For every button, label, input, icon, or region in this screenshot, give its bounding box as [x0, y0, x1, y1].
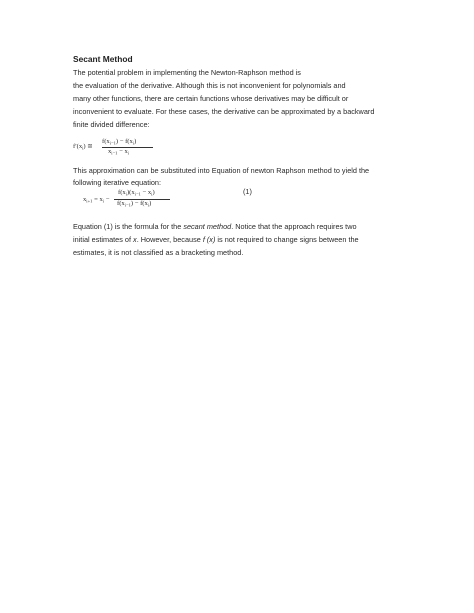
equation-lhs: $f'(x_i)$ ≅: [73, 143, 93, 151]
paragraph-line: finite divided difference:: [73, 120, 150, 129]
paragraph-line: Equation (1) is the formula for the secant method. Notice that the approach requires two: [73, 222, 357, 231]
equation-denominator: $x_{i-1} - x_i$: [108, 148, 130, 156]
equation-denominator: $f(x_{i-1}) - f(x_i)$: [117, 200, 152, 208]
equation-numerator: $f(x_{i-1}) - f(x_i)$: [102, 138, 137, 146]
equation-lhs: $x_{i+1} = x_i$ −: [83, 196, 110, 204]
section-heading: Secant Method: [73, 54, 133, 64]
paragraph-line: the evaluation of the derivative. Although this is not inconvenient for polynomials and: [73, 81, 346, 90]
equation-numerator: $f(x_i)(x_{i-1} - x_i)$: [118, 189, 155, 197]
paragraph-line: initial estimates of x. However, because f (x) is not required to change signs between the: [73, 235, 359, 244]
paragraph-line: The potential problem in implementing the Newton-Raphson method is: [73, 68, 301, 77]
paragraph-line: many other functions, there are certain functions whose derivatives may be difficult or: [73, 94, 349, 103]
emphasis-secant-method: secant method: [183, 222, 232, 231]
paragraph-line: estimates, it is not classified as a bracketing method.: [73, 248, 244, 257]
equation-number: (1): [243, 187, 252, 196]
paragraph-line: inconvenient to evaluate. For these cases, the derivative can be approximated by a backward: [73, 107, 375, 116]
paragraph-line: following iterative equation:: [73, 178, 162, 187]
paragraph-line: This approximation can be substituted into Equation of newton Raphson method to yield the: [73, 166, 370, 175]
